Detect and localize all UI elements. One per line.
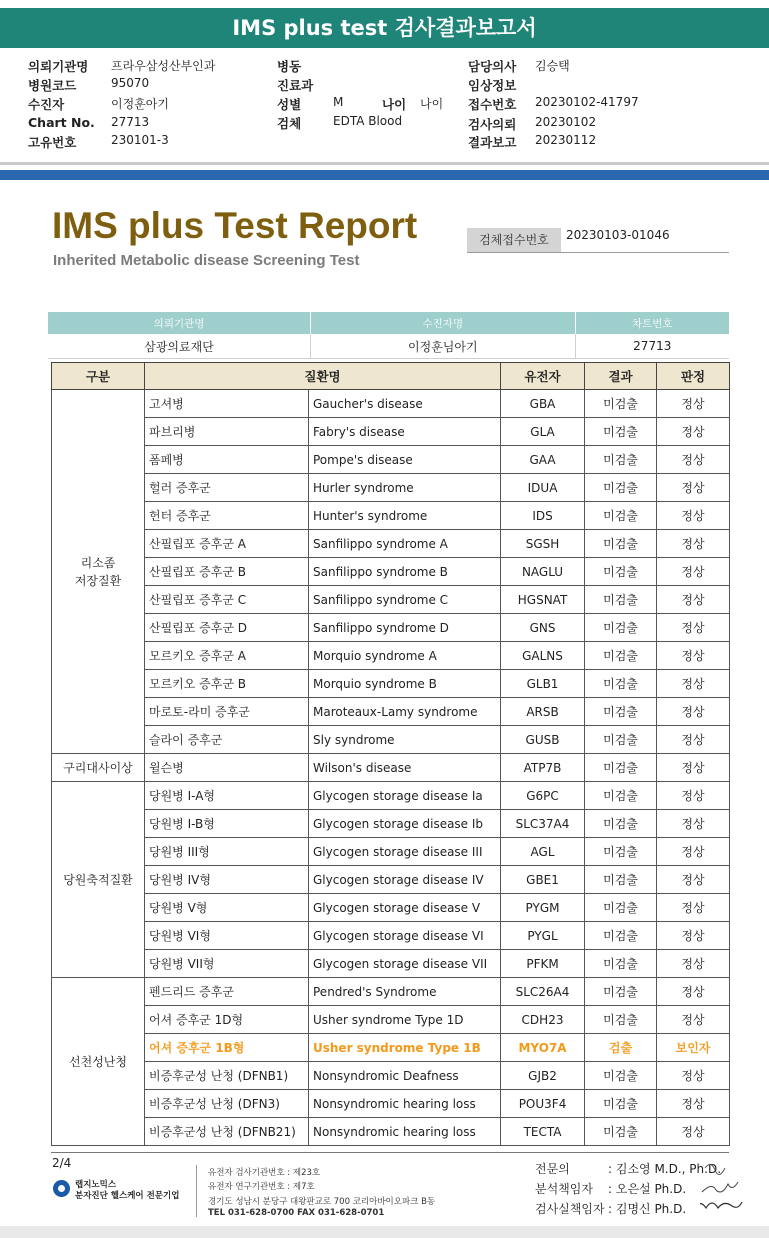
table-row (52, 1006, 730, 1034)
field-label: 검사의뢰 (468, 117, 517, 132)
gene-cell: PFKM (501, 950, 585, 978)
disease-english-cell: Morquio syndrome B (309, 670, 501, 698)
disease-korean-cell: 비증후군성 난청 (DFN3) (145, 1090, 309, 1118)
disease-korean-cell: 당원병 VII형 (145, 950, 309, 978)
gene-cell: ATP7B (501, 754, 585, 782)
field-label: 접수번호 (468, 97, 517, 112)
field-label: 수진자 (28, 97, 65, 112)
page-number: 2/4 (52, 1156, 72, 1170)
document-title-banner: IMS plus test 검사결과보고서 (0, 8, 769, 48)
gene-cell: TECTA (501, 1118, 585, 1146)
judgment-cell: 보인자 (657, 1034, 730, 1062)
field-label: Chart No. (28, 115, 95, 130)
table-row (52, 1034, 730, 1062)
table-row (52, 642, 730, 670)
result-cell: 미검출 (585, 586, 657, 614)
gene-cell: NAGLU (501, 558, 585, 586)
judgment-cell: 정상 (657, 446, 730, 474)
disease-korean-cell: 산필립포 증후군 D (145, 614, 309, 642)
col-header-result: 결과 (585, 363, 657, 390)
category-cell: 선천성난청 (52, 978, 145, 1146)
result-cell: 검출 (585, 1034, 657, 1062)
gene-cell: GBE1 (501, 866, 585, 894)
judgment-cell: 정상 (657, 838, 730, 866)
receipt-number-label: 검체접수번호 (467, 228, 561, 252)
gene-cell: CDH23 (501, 1006, 585, 1034)
result-cell: 미검출 (585, 950, 657, 978)
disease-korean-cell: 고셔병 (145, 390, 309, 418)
disease-korean-cell: 폼페병 (145, 446, 309, 474)
disease-english-cell: Glycogen storage disease V (309, 894, 501, 922)
field-value: EDTA Blood (333, 114, 403, 128)
judgment-cell: 정상 (657, 894, 730, 922)
signer-name: : 김소영 M.D., Ph.D. (608, 1162, 722, 1176)
disease-english-cell: Glycogen storage disease Ib (309, 810, 501, 838)
judgment-cell: 정상 (657, 558, 730, 586)
judgment-cell: 정상 (657, 726, 730, 754)
judgment-cell: 정상 (657, 782, 730, 810)
field-value: 27713 (111, 115, 150, 129)
disease-korean-cell: 산필립포 증후군 C (145, 586, 309, 614)
disease-korean-cell: 산필립포 증후군 B (145, 558, 309, 586)
field-label: 병원코드 (28, 78, 77, 93)
receipt-number-value: 20230103-01046 (566, 228, 670, 242)
gene-cell: GLA (501, 418, 585, 446)
result-cell: 미검출 (585, 502, 657, 530)
table-row (52, 502, 730, 530)
table-row (52, 782, 730, 810)
gene-cell: SLC37A4 (501, 810, 585, 838)
patient-summary-table (48, 312, 729, 359)
judgment-cell: 정상 (657, 614, 730, 642)
result-cell: 미검출 (585, 642, 657, 670)
divider (467, 252, 729, 253)
disease-korean-cell: 당원병 I-A형 (145, 782, 309, 810)
table-row (52, 950, 730, 978)
field-label: 검체 (277, 116, 302, 131)
judgment-cell: 정상 (657, 418, 730, 446)
disease-korean-cell: 산필립포 증후군 A (145, 530, 309, 558)
footer-contact: TEL 031-628-0700 FAX 031-628-0701 (208, 1208, 385, 1218)
judgment-cell: 정상 (657, 1062, 730, 1090)
table-row (52, 614, 730, 642)
gene-cell: IDUA (501, 474, 585, 502)
disease-english-cell: Sanfilippo syndrome B (309, 558, 501, 586)
divider (0, 162, 769, 165)
category-cell: 리소좀 저장질환 (52, 390, 145, 754)
divider-band (0, 170, 769, 180)
field-label: 담당의사 (468, 59, 517, 74)
col-header-judgment: 판정 (657, 363, 730, 390)
judgment-cell: 정상 (657, 698, 730, 726)
judgment-cell: 정상 (657, 642, 730, 670)
gene-cell: GNS (501, 614, 585, 642)
result-cell: 미검출 (585, 782, 657, 810)
disease-korean-cell: 당원병 IV형 (145, 866, 309, 894)
field-label: 고유번호 (28, 135, 77, 150)
gene-cell: GUSB (501, 726, 585, 754)
summary-header: 차트번호 (575, 312, 729, 334)
field-label: 의뢰기관명 (28, 59, 89, 74)
result-cell: 미검출 (585, 1006, 657, 1034)
gene-cell: GBA (501, 390, 585, 418)
disease-english-cell: Sanfilippo syndrome D (309, 614, 501, 642)
judgment-cell: 정상 (657, 1090, 730, 1118)
judgment-cell: 정상 (657, 1006, 730, 1034)
disease-english-cell: Glycogen storage disease Ia (309, 782, 501, 810)
result-cell: 미검출 (585, 698, 657, 726)
result-cell: 미검출 (585, 810, 657, 838)
disease-korean-cell: 당원병 III형 (145, 838, 309, 866)
col-header-category: 구분 (52, 363, 145, 390)
field-value: 나이 (420, 97, 444, 111)
gene-cell: SLC26A4 (501, 978, 585, 1006)
disease-english-cell: Fabry's disease (309, 418, 501, 446)
signer-role: 분석책임자 (535, 1182, 593, 1196)
disease-english-cell: Glycogen storage disease IV (309, 866, 501, 894)
footer-line: 경기도 성남시 분당구 대왕판교로 700 코리아바이오파크 B동 (208, 1197, 436, 1207)
disease-english-cell: Wilson's disease (309, 754, 501, 782)
disease-english-cell: Pompe's disease (309, 446, 501, 474)
disease-korean-cell: 모르키오 증후군 B (145, 670, 309, 698)
field-value: 이정훈아기 (111, 97, 169, 111)
disease-korean-cell: 어셔 증후군 1D형 (145, 1006, 309, 1034)
table-row (52, 446, 730, 474)
signer-role: 검사실책임자 (535, 1202, 605, 1216)
judgment-cell: 정상 (657, 810, 730, 838)
signer-name: : 오은설 Ph.D. (608, 1182, 687, 1196)
judgment-cell: 정상 (657, 586, 730, 614)
field-label: 나이 (382, 97, 407, 112)
report-title: IMS plus Test Report (52, 205, 418, 246)
judgment-cell: 정상 (657, 1118, 730, 1146)
result-cell: 미검출 (585, 530, 657, 558)
gene-cell: PYGL (501, 922, 585, 950)
field-value: 20230102 (535, 115, 597, 129)
judgment-cell: 정상 (657, 530, 730, 558)
result-cell: 미검출 (585, 670, 657, 698)
disease-english-cell: Maroteaux-Lamy syndrome (309, 698, 501, 726)
table-row (52, 1062, 730, 1090)
disease-english-cell: Hunter's syndrome (309, 502, 501, 530)
bottom-band (0, 1226, 769, 1238)
disease-english-cell: Hurler syndrome (309, 474, 501, 502)
table-header-row (52, 363, 730, 390)
disease-english-cell: Glycogen storage disease VII (309, 950, 501, 978)
summary-cell: 이정훈님아기 (311, 334, 575, 359)
result-cell: 미검출 (585, 390, 657, 418)
judgment-cell: 정상 (657, 670, 730, 698)
result-cell: 미검출 (585, 1062, 657, 1090)
field-label: 진료과 (277, 78, 314, 93)
field-label: 임상정보 (468, 78, 517, 93)
col-header-gene: 유전자 (501, 363, 585, 390)
results-body (52, 390, 730, 1146)
disease-korean-cell: 파브리병 (145, 418, 309, 446)
disease-english-cell: Sanfilippo syndrome C (309, 586, 501, 614)
field-value: 20230102-41797 (535, 95, 639, 109)
gene-cell: AGL (501, 838, 585, 866)
gene-cell: SGSH (501, 530, 585, 558)
table-row (52, 754, 730, 782)
result-cell: 미검출 (585, 558, 657, 586)
result-cell: 미검출 (585, 978, 657, 1006)
disease-english-cell: Sanfilippo syndrome A (309, 530, 501, 558)
disease-english-cell: Pendred's Syndrome (309, 978, 501, 1006)
field-value: 95070 (111, 76, 150, 90)
table-row (52, 922, 730, 950)
disease-korean-cell: 헐러 증후군 (145, 474, 309, 502)
footer-vertical-divider (196, 1165, 197, 1217)
company-logo-icon-inner (58, 1185, 65, 1192)
disease-korean-cell: 당원병 I-B형 (145, 810, 309, 838)
table-row (52, 1118, 730, 1146)
disease-korean-cell: 비증후군성 난청 (DFNB21) (145, 1118, 309, 1146)
result-cell: 미검출 (585, 838, 657, 866)
judgment-cell: 정상 (657, 754, 730, 782)
judgment-cell: 정상 (657, 950, 730, 978)
summary-header: 수진자명 (311, 312, 575, 334)
disease-korean-cell: 헌터 증후군 (145, 502, 309, 530)
summary-cell: 27713 (575, 334, 729, 359)
field-label: 결과보고 (468, 135, 517, 150)
table-row (52, 390, 730, 418)
result-cell: 미검출 (585, 474, 657, 502)
category-cell: 구리대사이상 (52, 754, 145, 782)
disease-korean-cell: 모르키오 증후군 A (145, 642, 309, 670)
judgment-cell: 정상 (657, 922, 730, 950)
result-cell: 미검출 (585, 614, 657, 642)
table-row (52, 978, 730, 1006)
table-row (52, 1090, 730, 1118)
result-cell: 미검출 (585, 1090, 657, 1118)
table-row (52, 866, 730, 894)
result-cell: 미검출 (585, 894, 657, 922)
result-cell: 미검출 (585, 446, 657, 474)
field-label: 성별 (277, 97, 302, 112)
category-cell: 당원축적질환 (52, 782, 145, 978)
field-value: 230101-3 (111, 133, 169, 147)
field-value: 김승택 (535, 59, 570, 73)
results-table (51, 362, 730, 1146)
disease-english-cell: Usher syndrome Type 1D (309, 1006, 501, 1034)
table-row (52, 698, 730, 726)
disease-english-cell: Nonsyndromic hearing loss (309, 1090, 501, 1118)
disease-english-cell: Nonsyndromic Deafness (309, 1062, 501, 1090)
gene-cell: GALNS (501, 642, 585, 670)
judgment-cell: 정상 (657, 474, 730, 502)
gene-cell: PYGM (501, 894, 585, 922)
disease-korean-cell: 슬라이 증후군 (145, 726, 309, 754)
table-row (52, 670, 730, 698)
disease-korean-cell: 펜드리드 증후군 (145, 978, 309, 1006)
footer-line: 유전자 연구기관번호 : 제7호 (208, 1182, 315, 1192)
field-value: 프라우삼성산부인과 (111, 59, 216, 73)
gene-cell: IDS (501, 502, 585, 530)
table-row (52, 418, 730, 446)
result-cell: 미검출 (585, 754, 657, 782)
company-tagline: 분자진단 헬스케어 전문기업 (75, 1191, 180, 1201)
report-subtitle: Inherited Metabolic disease Screening Test (53, 252, 360, 269)
disease-english-cell: Glycogen storage disease III (309, 838, 501, 866)
signature-scribbles-icon (700, 1158, 760, 1218)
gene-cell: ARSB (501, 698, 585, 726)
table-row (52, 838, 730, 866)
judgment-cell: 정상 (657, 978, 730, 1006)
disease-english-cell: Usher syndrome Type 1B (309, 1034, 501, 1062)
gene-cell: HGSNAT (501, 586, 585, 614)
table-row (52, 586, 730, 614)
disease-english-cell: Morquio syndrome A (309, 642, 501, 670)
table-row (52, 558, 730, 586)
company-name: 랩지노믹스 (75, 1180, 117, 1190)
table-row (52, 474, 730, 502)
judgment-cell: 정상 (657, 390, 730, 418)
disease-english-cell: Sly syndrome (309, 726, 501, 754)
table-row (52, 726, 730, 754)
disease-korean-cell: 마로토-라미 증후군 (145, 698, 309, 726)
table-row (52, 810, 730, 838)
table-row (52, 894, 730, 922)
disease-korean-cell: 당원병 VI형 (145, 922, 309, 950)
result-cell: 미검출 (585, 418, 657, 446)
summary-header: 의뢰기관명 (48, 312, 311, 334)
gene-cell: GLB1 (501, 670, 585, 698)
gene-cell: MYO7A (501, 1034, 585, 1062)
gene-cell: GAA (501, 446, 585, 474)
judgment-cell: 정상 (657, 866, 730, 894)
field-value: 20230112 (535, 133, 597, 147)
table-row (52, 530, 730, 558)
result-cell: 미검출 (585, 866, 657, 894)
disease-korean-cell: 비증후군성 난청 (DFNB1) (145, 1062, 309, 1090)
signer-role: 전문의 (535, 1162, 570, 1176)
disease-korean-cell: 윌슨병 (145, 754, 309, 782)
gene-cell: G6PC (501, 782, 585, 810)
field-value: M (333, 95, 344, 109)
signer-name: : 김명신 Ph.D. (608, 1202, 687, 1216)
disease-english-cell: Nonsyndromic hearing loss (309, 1118, 501, 1146)
gene-cell: POU3F4 (501, 1090, 585, 1118)
disease-korean-cell: 당원병 V형 (145, 894, 309, 922)
result-cell: 미검출 (585, 922, 657, 950)
footer-divider (51, 1152, 729, 1153)
summary-cell: 삼광의료재단 (48, 334, 311, 359)
result-cell: 미검출 (585, 726, 657, 754)
disease-korean-cell: 어셔 증후군 1B형 (145, 1034, 309, 1062)
col-header-disease: 질환명 (145, 363, 501, 390)
judgment-cell: 정상 (657, 502, 730, 530)
footer-line: 유전자 검사기관번호 : 제23호 (208, 1168, 321, 1178)
result-cell: 미검출 (585, 1118, 657, 1146)
gene-cell: GJB2 (501, 1062, 585, 1090)
disease-english-cell: Gaucher's disease (309, 390, 501, 418)
field-label: 병동 (277, 59, 302, 74)
disease-english-cell: Glycogen storage disease VI (309, 922, 501, 950)
